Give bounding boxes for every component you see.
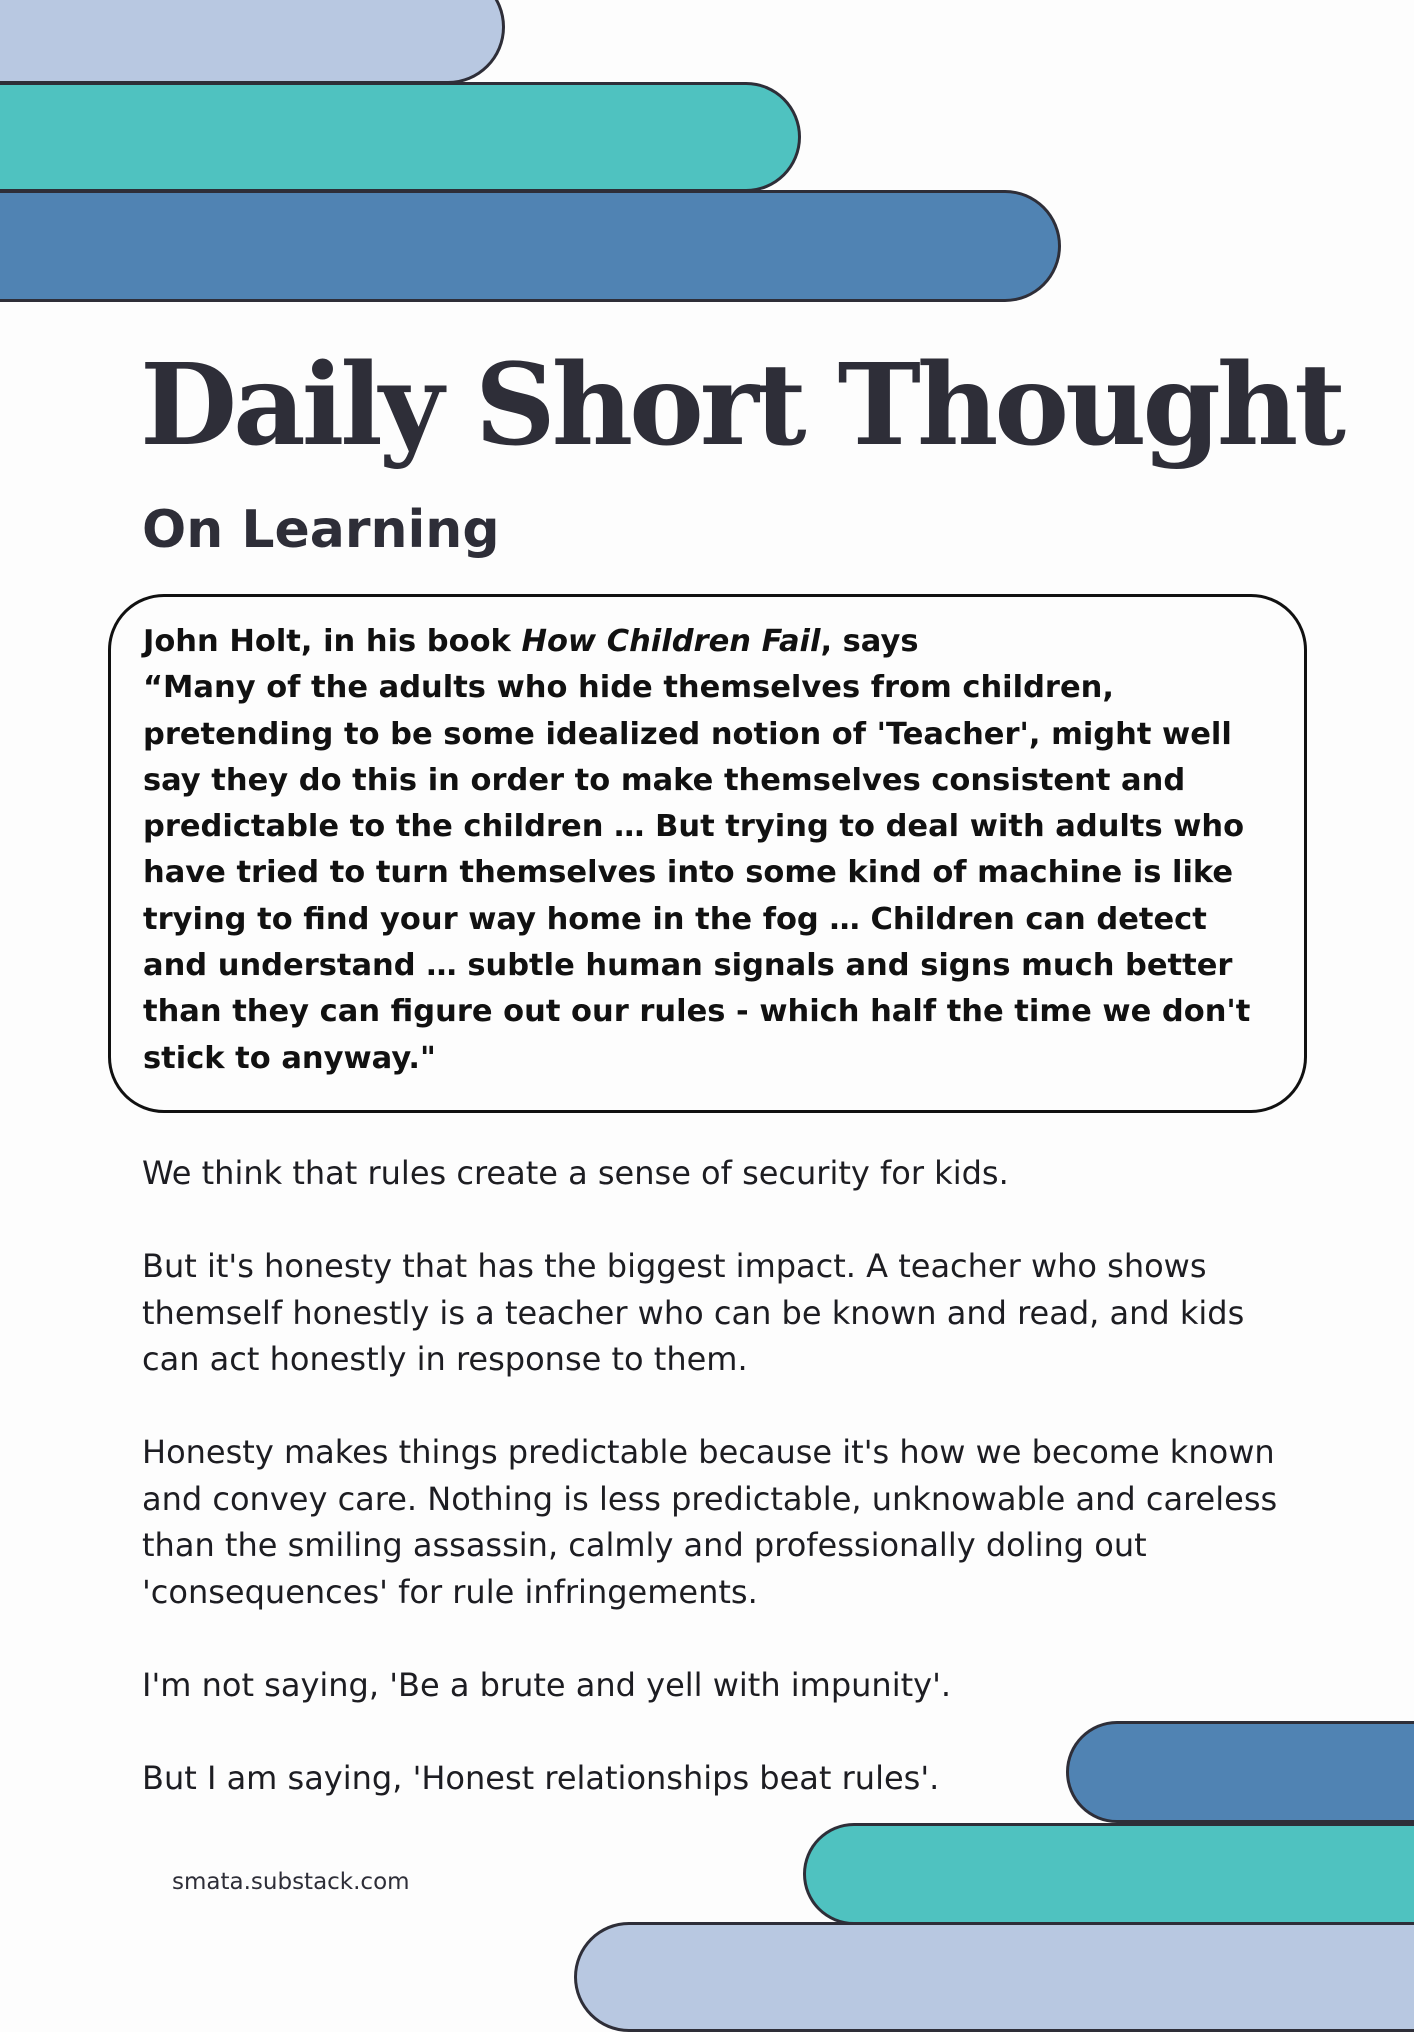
decorative-pill-teal-top (0, 82, 801, 192)
body-paragraph: But I am saying, 'Honest relationships beat rules'. (142, 1758, 940, 1797)
decorative-pill-teal-bottom (803, 1823, 1414, 1925)
quote-intro-prefix: John Holt, in his book (143, 624, 522, 659)
decorative-pill-blue-bottom (1066, 1721, 1414, 1823)
quote-attribution (143, 619, 1274, 665)
body-paragraph: We think that rules create a sense of security for kids. (142, 1154, 1009, 1192)
body-paragraph: Honesty makes things predictable because it's how we become known and convey care. Nothing is less predictable, unknowable and careless than the smiling assassin, calmly and professionally doling out 'consequences' for rule infringements. (142, 1433, 1278, 1611)
page-title: Daily Short Thought (140, 340, 1342, 471)
quote-box (108, 594, 1307, 1113)
book-title: How Children Fail (521, 624, 821, 659)
body-paragraph: But it's honesty that has the biggest impact. A teacher who shows themself honestly is a teacher who can be known and read, and kids can act honestly in response to them. (142, 1247, 1245, 1378)
quote-text: “Many of the adults who hide themselves from children, pretending to be some idealized notion of 'Teacher', might well say they do this in order to make themselves consistent and predictable to the children … But trying to deal with adults who have tried to turn themselves into some kind of machine is like trying to find your way home in the fog … Children can detect and understand … subtle human signals and signs much better than they can figure out our rules - which half the time we don't stick to anyway." (143, 670, 1251, 1076)
decorative-pill-light-top (0, 0, 505, 84)
body-paragraph: I'm not saying, 'Be a brute and yell with impunity'. (142, 1665, 952, 1704)
footer-url: smata.substack.com (172, 1869, 410, 1895)
decorative-pill-light-bottom (574, 1922, 1414, 2032)
decorative-pill-blue-top (0, 190, 1061, 302)
page-subtitle: On Learning (142, 500, 500, 560)
quote-intro-suffix: , says (820, 624, 919, 659)
